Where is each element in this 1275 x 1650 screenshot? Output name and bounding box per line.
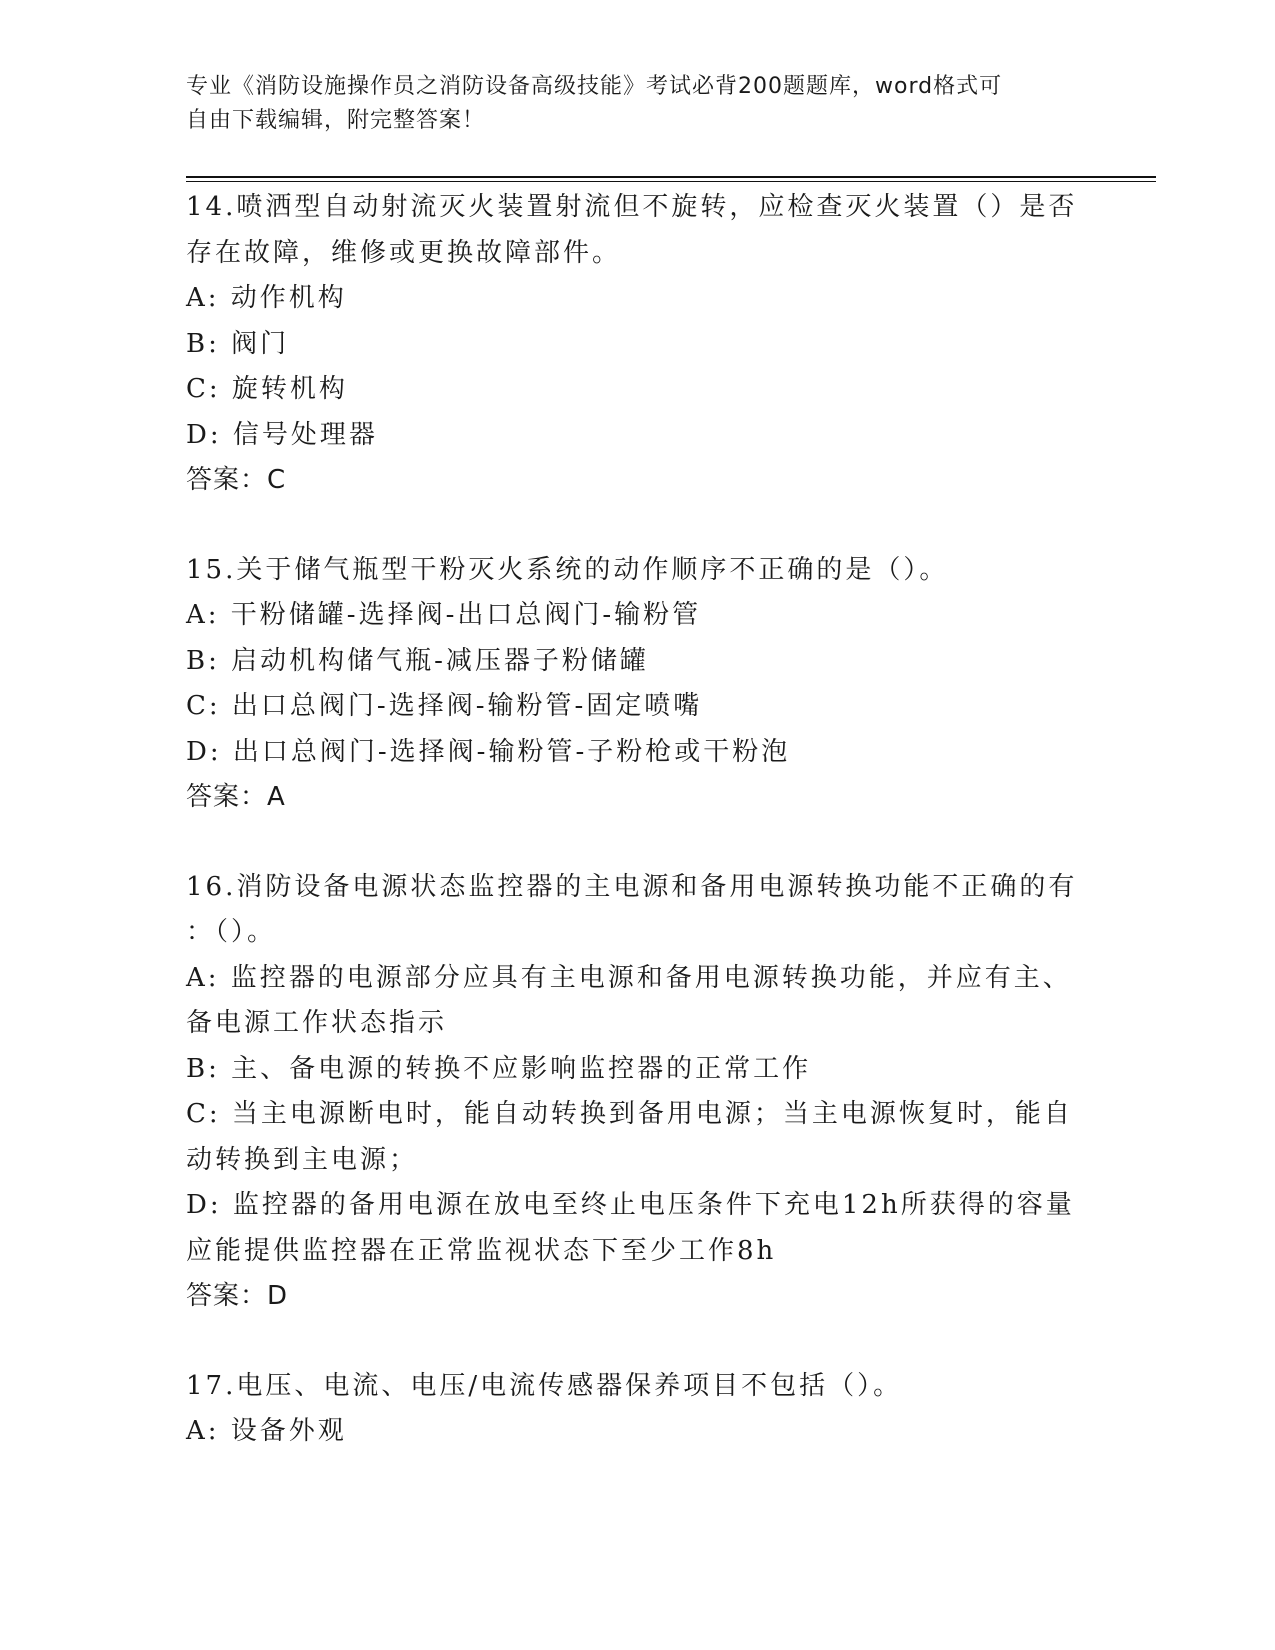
question-stem-line: 14.喷洒型自动射流灭火装置射流但不旋转，应检查灭火装置（）是否 xyxy=(186,192,1078,222)
option-c: C: 当主电源断电时，能自动转换到备用电源；当主电源恢复时，能自 xyxy=(186,1099,1073,1129)
question-16 xyxy=(186,865,1086,1320)
question-list xyxy=(186,185,1086,1499)
question-stem-line: 15.关于储气瓶型干粉灭火系统的动作顺序不正确的是（）。 xyxy=(186,554,949,585)
option-c: C: 出口总阀门-选择阀-输粉管-固定喷嘴 xyxy=(186,691,703,721)
question-stem-line: 16.消防设备电源状态监控器的主电源和备用电源转换功能不正确的有 xyxy=(186,871,1078,902)
option-a: A: 设备外观 xyxy=(186,1416,347,1446)
question-stem-line: 17.电压、电流、电压/电流传感器保养项目不包括（）。 xyxy=(186,1370,903,1401)
header-line-1: 专业《消防设施操作员之消防设备高级技能》考试必背200题题库，word格式可 xyxy=(186,74,1003,99)
option-d: D: 监控器的备用电源在放电至终止电压条件下充电12h所获得的容量 xyxy=(186,1190,1075,1220)
option-b: B: 主、备电源的转换不应影响监控器的正常工作 xyxy=(186,1053,812,1084)
option-b: B: 启动机构储气瓶-减压器子粉储罐 xyxy=(186,645,649,676)
answer: 答案：D xyxy=(186,1281,289,1311)
option-a-continued: 备电源工作状态指示 xyxy=(186,1008,448,1038)
question-17 xyxy=(186,1364,1086,1455)
option-d: D: 出口总阀门-选择阀-输粉管-子粉枪或干粉泡 xyxy=(186,736,791,767)
header-divider xyxy=(186,176,1156,182)
option-a: A: 干粉储罐-选择阀-出口总阀门-输粉管 xyxy=(186,600,702,630)
question-stem-line: 存在故障，维修或更换故障部件。 xyxy=(186,237,622,268)
question-14 xyxy=(186,185,1086,504)
header-line-2: 自由下载编辑，附完整答案！ xyxy=(186,108,486,133)
option-d-continued: 应能提供监控器在正常监视状态下至少工作8h xyxy=(186,1235,777,1266)
answer: 答案：A xyxy=(186,782,286,812)
option-a: A: 监控器的电源部分应具有主电源和备用电源转换功能，并应有主、 xyxy=(186,962,1072,993)
option-a: A: 动作机构 xyxy=(186,283,347,313)
answer: 答案：C xyxy=(186,465,287,495)
question-15 xyxy=(186,548,1086,821)
page-header xyxy=(186,70,1086,138)
option-c: C: 旋转机构 xyxy=(186,374,348,404)
option-c-continued: 动转换到主电源； xyxy=(186,1144,419,1175)
option-d: D: 信号处理器 xyxy=(186,419,378,450)
option-b: B: 阀门 xyxy=(186,328,290,359)
question-stem-line: ：（）。 xyxy=(186,917,277,947)
